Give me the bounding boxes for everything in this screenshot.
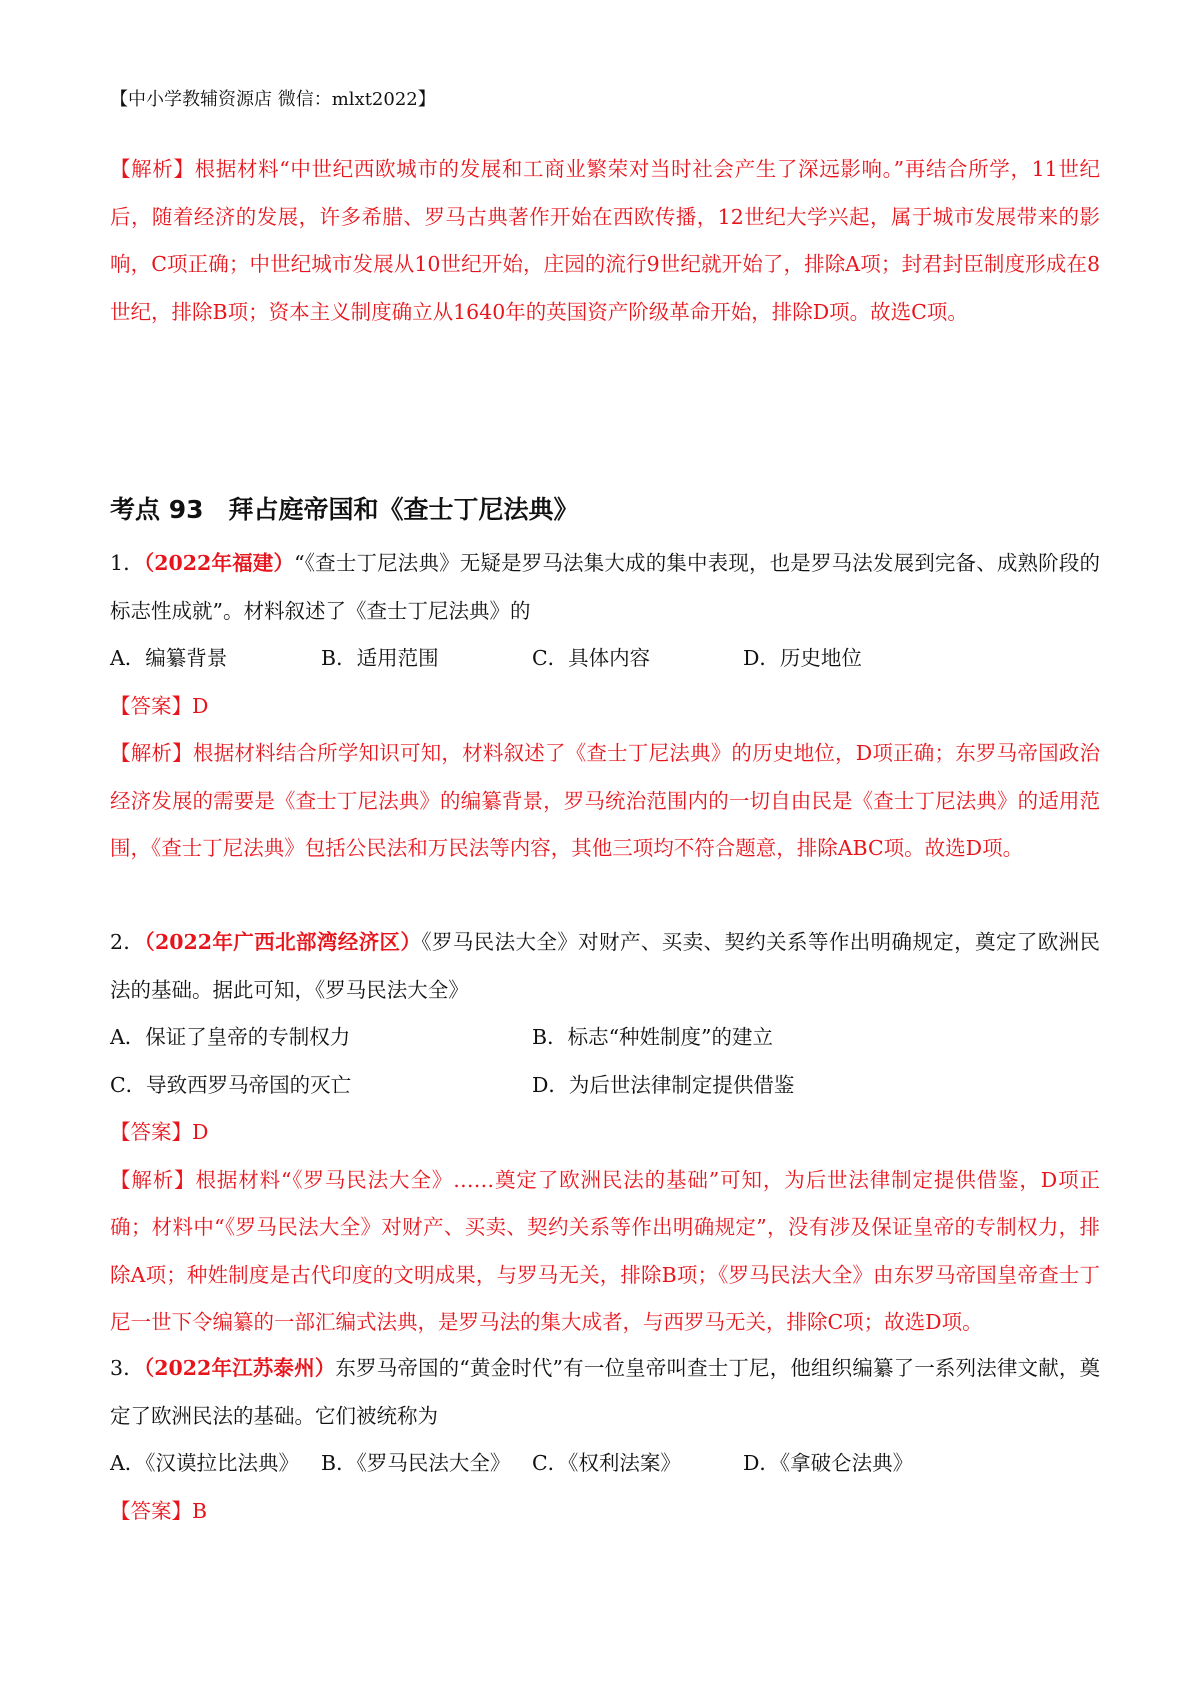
option-d: D．历史地位 [743, 646, 862, 670]
option-b: B．《罗马民法大全》 [321, 1451, 511, 1475]
answer [110, 1109, 1100, 1157]
analysis-label: 【解析】 [110, 1167, 196, 1192]
question-text: 东罗马帝国的“黄金时代”有一位皇帝叫查士丁尼，他组织编纂了一系列法律文献，奠定了欧洲民法的基础。它们被统称为 [110, 1356, 1100, 1428]
answer-label: 【答案】 [110, 1498, 192, 1523]
analysis-text: 根据材料“《罗马民法大全》……奠定了欧洲民法的基础”可知，为后世法律制定提供借鉴，D项正确；材料中“《罗马民法大全》对财产、买卖、契约关系等作出明确规定”，没有涉及保证皇帝的专制权力，排除A项；种姓制度是古代印度的文明成果，与罗马无关，排除B项；《罗马民法大全》由东罗马帝国皇帝查士丁尼一世下令编纂的一部汇编式法典，是罗马法的集大成者，与西罗马无关，排除C项；故选D项。 [110, 1167, 1100, 1334]
question-number: 2． [110, 930, 145, 954]
analysis [110, 730, 1100, 873]
analysis [110, 1157, 1100, 1347]
options-row [110, 635, 1100, 683]
option-c: C．具体内容 [532, 646, 651, 670]
question-number: 3． [110, 1356, 144, 1380]
question-source: （2022年福建） [143, 551, 295, 575]
question-text: “《查士丁尼法典》无疑是罗马法集大成的集中表现，也是罗马法发展到完备、成熟阶段的标志性成就”。材料叙述了《查士丁尼法典》的 [110, 551, 1100, 623]
option-b: B．适用范围 [321, 646, 439, 670]
question-stem [110, 919, 1100, 1014]
options-row [110, 1014, 1100, 1062]
question-source: （2022年江苏泰州） [143, 1356, 336, 1380]
question-2 [110, 919, 1100, 1347]
answer-label: 【答案】 [110, 1120, 192, 1144]
section-heading [110, 490, 1100, 530]
page-header: 【中小学教辅资源店 微信：mlxt2022】 [110, 89, 436, 110]
option-c: C．《权利法案》 [532, 1451, 681, 1475]
question-source: （2022年广西北部湾经济区） [144, 930, 422, 954]
question-1 [110, 540, 1100, 873]
option-a: A．《汉谟拉比法典》 [110, 1451, 300, 1475]
analysis-text: 根据材料“中世纪西欧城市的发展和工商业繁荣对当时社会产生了深远影响。”再结合所学，11世纪后，随着经济的发展，许多希腊、罗马古典著作开始在西欧传播，12世纪大学兴起，属于城市发展带来的影响，C项正确；中世纪城市发展从10世纪开始，庄园的流行9世纪就开始了，排除A项；封君封臣制度形成在8世纪，排除B项；资本主义制度确立从1640年的英国资产阶级革命开始，排除D项。故选C项。 [110, 157, 1101, 324]
prev-analysis [110, 146, 1100, 336]
answer-value: D [192, 1120, 209, 1144]
option-c: C．导致西罗马帝国的灭亡 [110, 1072, 352, 1097]
question-3 [110, 1345, 1100, 1535]
analysis-label: 【解析】 [110, 157, 195, 181]
options-row [110, 1062, 1100, 1110]
option-d: D．《拿破仑法典》 [743, 1451, 914, 1475]
option-a: A．保证了皇帝的专制权力 [110, 1025, 351, 1049]
section-title: 考点 93 拜占庭帝国和《查士丁尼法典》 [110, 495, 579, 524]
option-a: A．编纂背景 [110, 646, 228, 670]
answer-value: D [192, 693, 209, 718]
question-text: 《罗马民法大全》对财产、买卖、契约关系等作出明确规定，奠定了欧洲民法的基础。据此可知，《罗马民法大全》 [110, 930, 1101, 1002]
question-number: 1． [110, 551, 144, 575]
question-stem [110, 540, 1100, 635]
answer [110, 1488, 1100, 1536]
analysis-text: 根据材料结合所学知识可知，材料叙述了《查士丁尼法典》的历史地位，D项正确；东罗马帝国政治经济发展的需要是《查士丁尼法典》的编纂背景，罗马统治范围内的一切自由民是《查士丁尼法典》的适用范围，《查士丁尼法典》包括公民法和万民法等内容，其他三项均不符合题意，排除ABC项。故选D项。 [110, 741, 1100, 860]
option-d: D．为后世法律制定提供借鉴 [532, 1072, 795, 1097]
analysis-label: 【解析】 [110, 741, 193, 765]
options-row [110, 1440, 1100, 1488]
option-b: B．标志“种姓制度”的建立 [532, 1025, 774, 1049]
answer [110, 683, 1100, 731]
question-stem [110, 1345, 1100, 1440]
answer-value: B [192, 1498, 208, 1523]
answer-label: 【答案】 [110, 693, 192, 718]
